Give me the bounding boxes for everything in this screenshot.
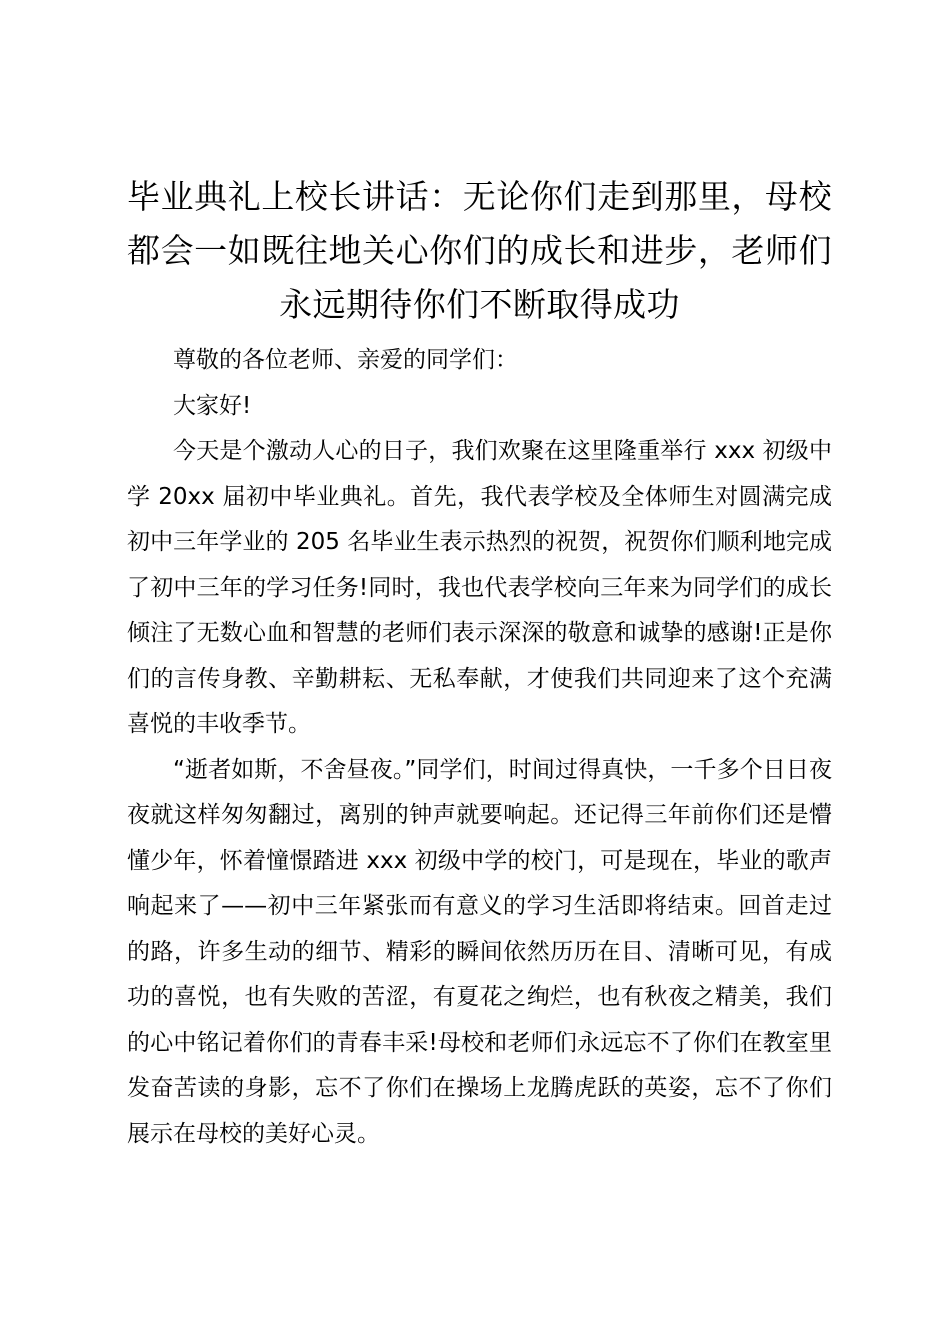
body-paragraph: “逝者如斯，不舍昼夜。”同学们，时间过得真快，一千多个日日夜夜就这样匆匆翻过，离别的钟声就要响起。还记得三年前你们还是懵懂少年，怀着憧憬踏进 xxx 初级中学的校门，可是现在，毕业的歌声响起来了——初中三年紧张而有意义的学习生活即将结束。回首走过的路，许多生动的细节、精彩的瞬间依然历历在目、清晰可见，有成功的喜悦，也有失败的苦涩，有夏花之绚烂，也有秋夜之精美，我们的心中铭记着你们的青春丰采!母校和老师们永远忘不了你们在教室里发奋苦读的身影，忘不了你们在操场上龙腾虎跃的英姿，忘不了你们展示在母校的美好心灵。 <box>127 756 832 1147</box>
salutation: 尊敬的各位老师、亲爱的同学们： <box>173 347 518 373</box>
greeting: 大家好! <box>173 392 252 419</box>
body-paragraph: 今天是个激动人心的日子，我们欢聚在这里隆重举行 xxx 初级中学 20xx 届初中毕业典礼。首先，我代表学校及全体师生对圆满完成初中三年学业的 205 名毕业生表示热烈的祝贺，祝贺你们顺利地完成了初中三年的学习任务!同时，我也代表学校向三年来为同学们的成长倾注了无数心血和智慧的老师们表示深深的敬意和诚挚的感谢!正是你们的言传身教、辛勤耕耘、无私奉献，才使我们共同迎来了这个充满喜悦的丰收季节。 <box>127 438 832 737</box>
document-body <box>127 338 832 1157</box>
document-title: 毕业典礼上校长讲话：无论你们走到那里，母校都会一如既往地关心你们的成长和进步，老师们永远期待你们不断取得成功 <box>127 177 832 324</box>
document-page <box>127 170 832 1157</box>
